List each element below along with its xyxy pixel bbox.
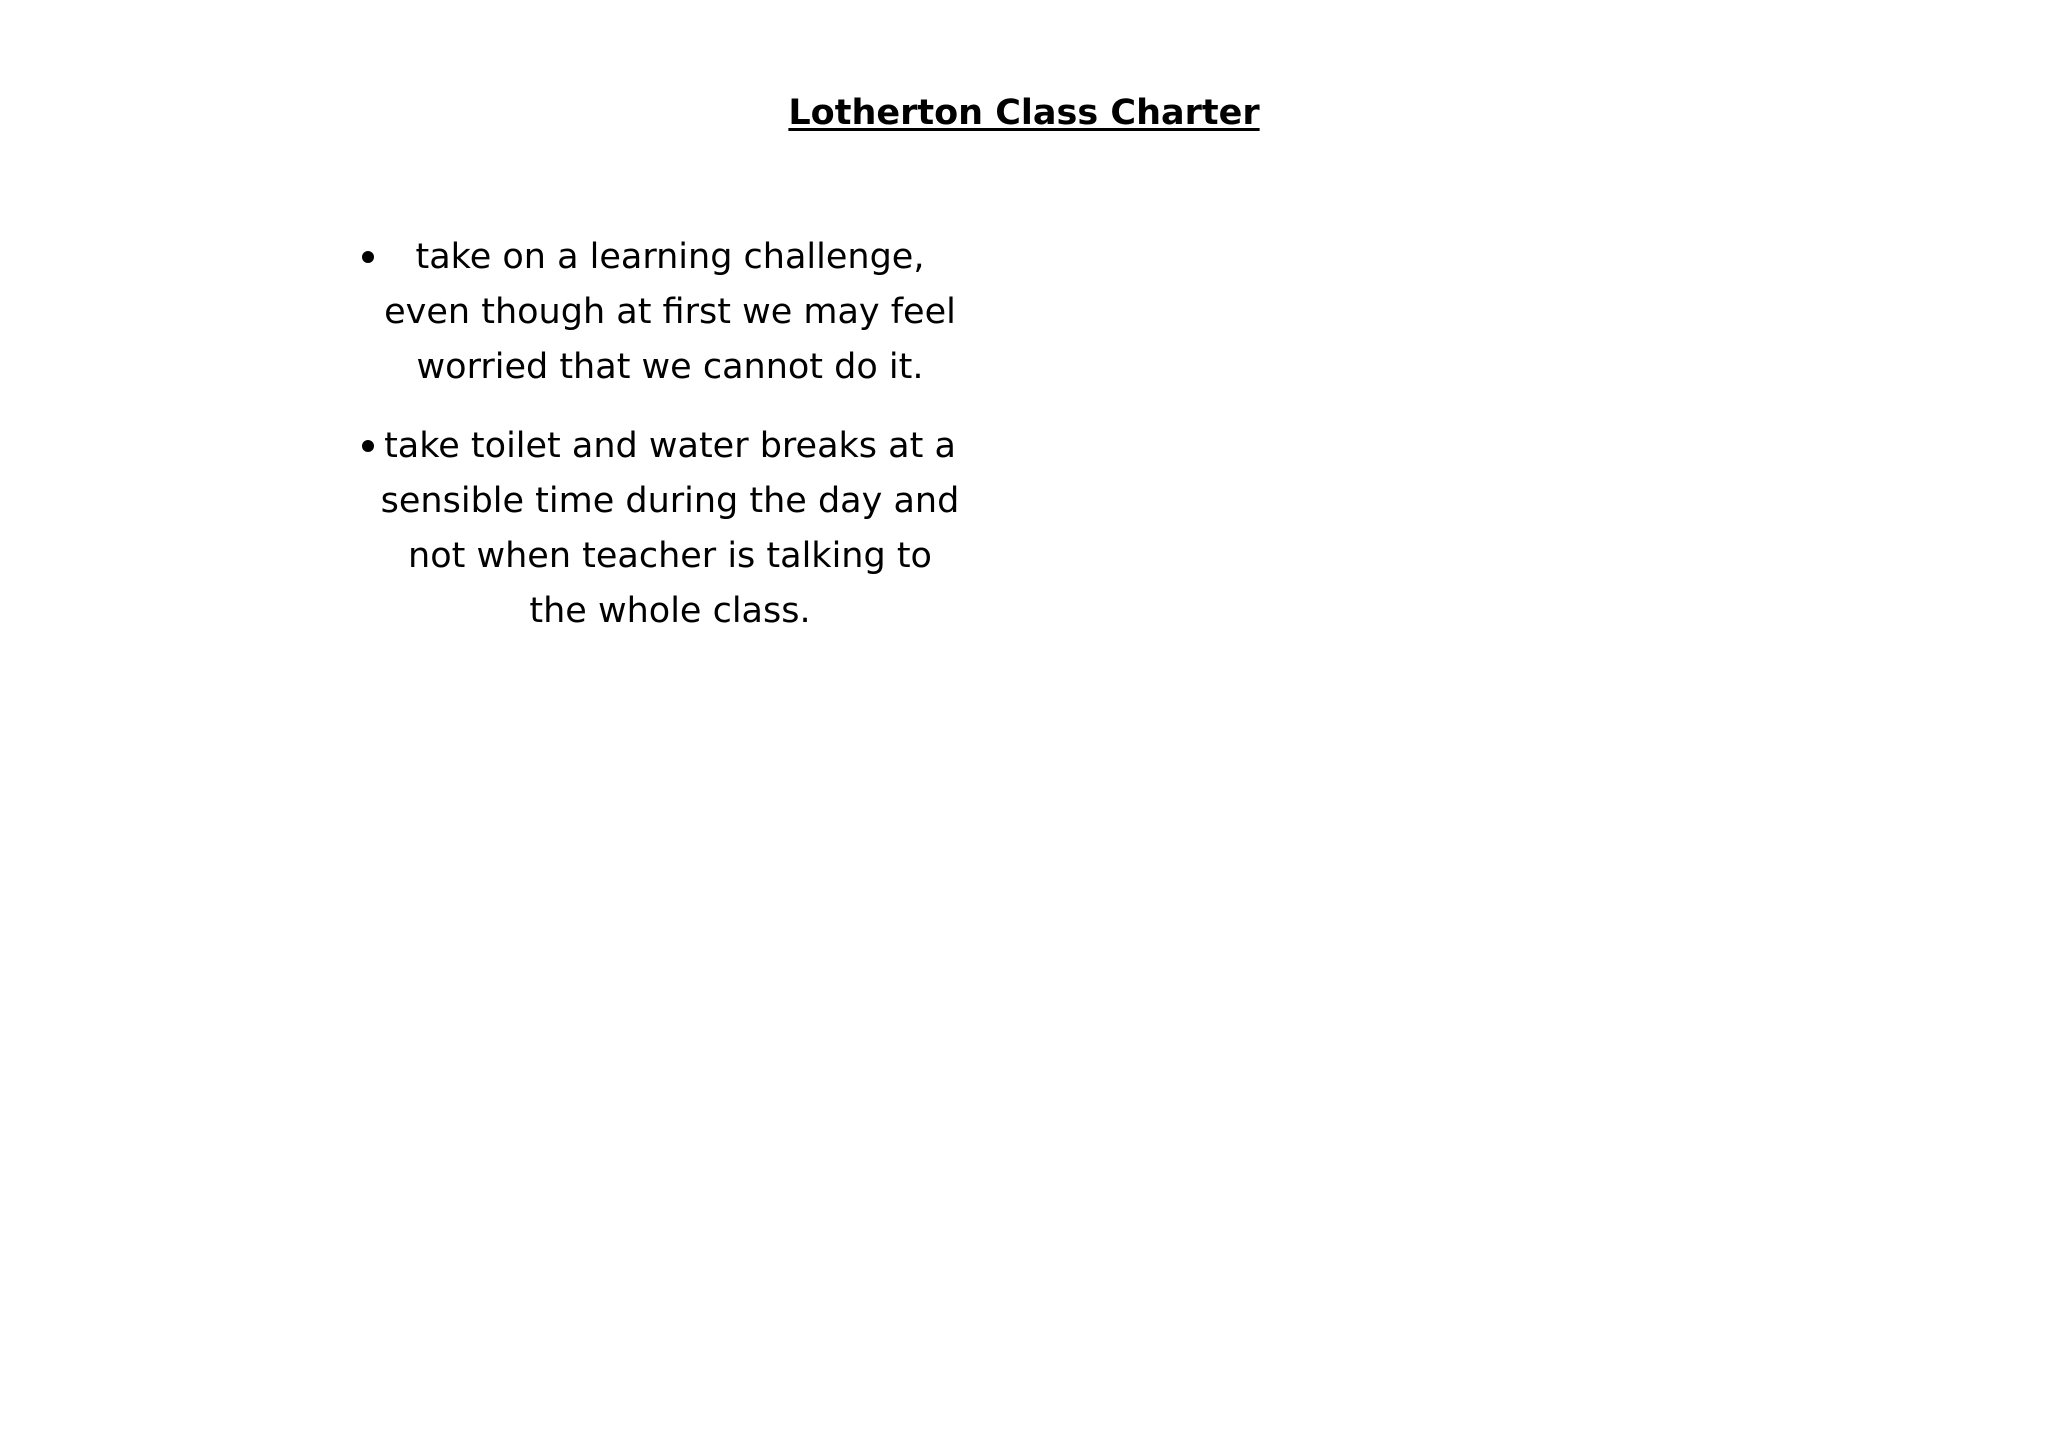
page-title: Lotherton Class Charter	[788, 93, 1260, 133]
bullet-icon	[362, 440, 374, 452]
charter-list	[350, 230, 990, 663]
list-item	[350, 230, 990, 395]
bullet-icon	[362, 251, 374, 263]
list-item	[350, 419, 990, 639]
list-item-text: take on a learning challenge, even though at first we may feel worried that we cannot do it.	[384, 237, 956, 387]
list-item-text: take toilet and water breaks at a sensible time during the day and not when teacher is talking to the whole class.	[380, 426, 960, 631]
